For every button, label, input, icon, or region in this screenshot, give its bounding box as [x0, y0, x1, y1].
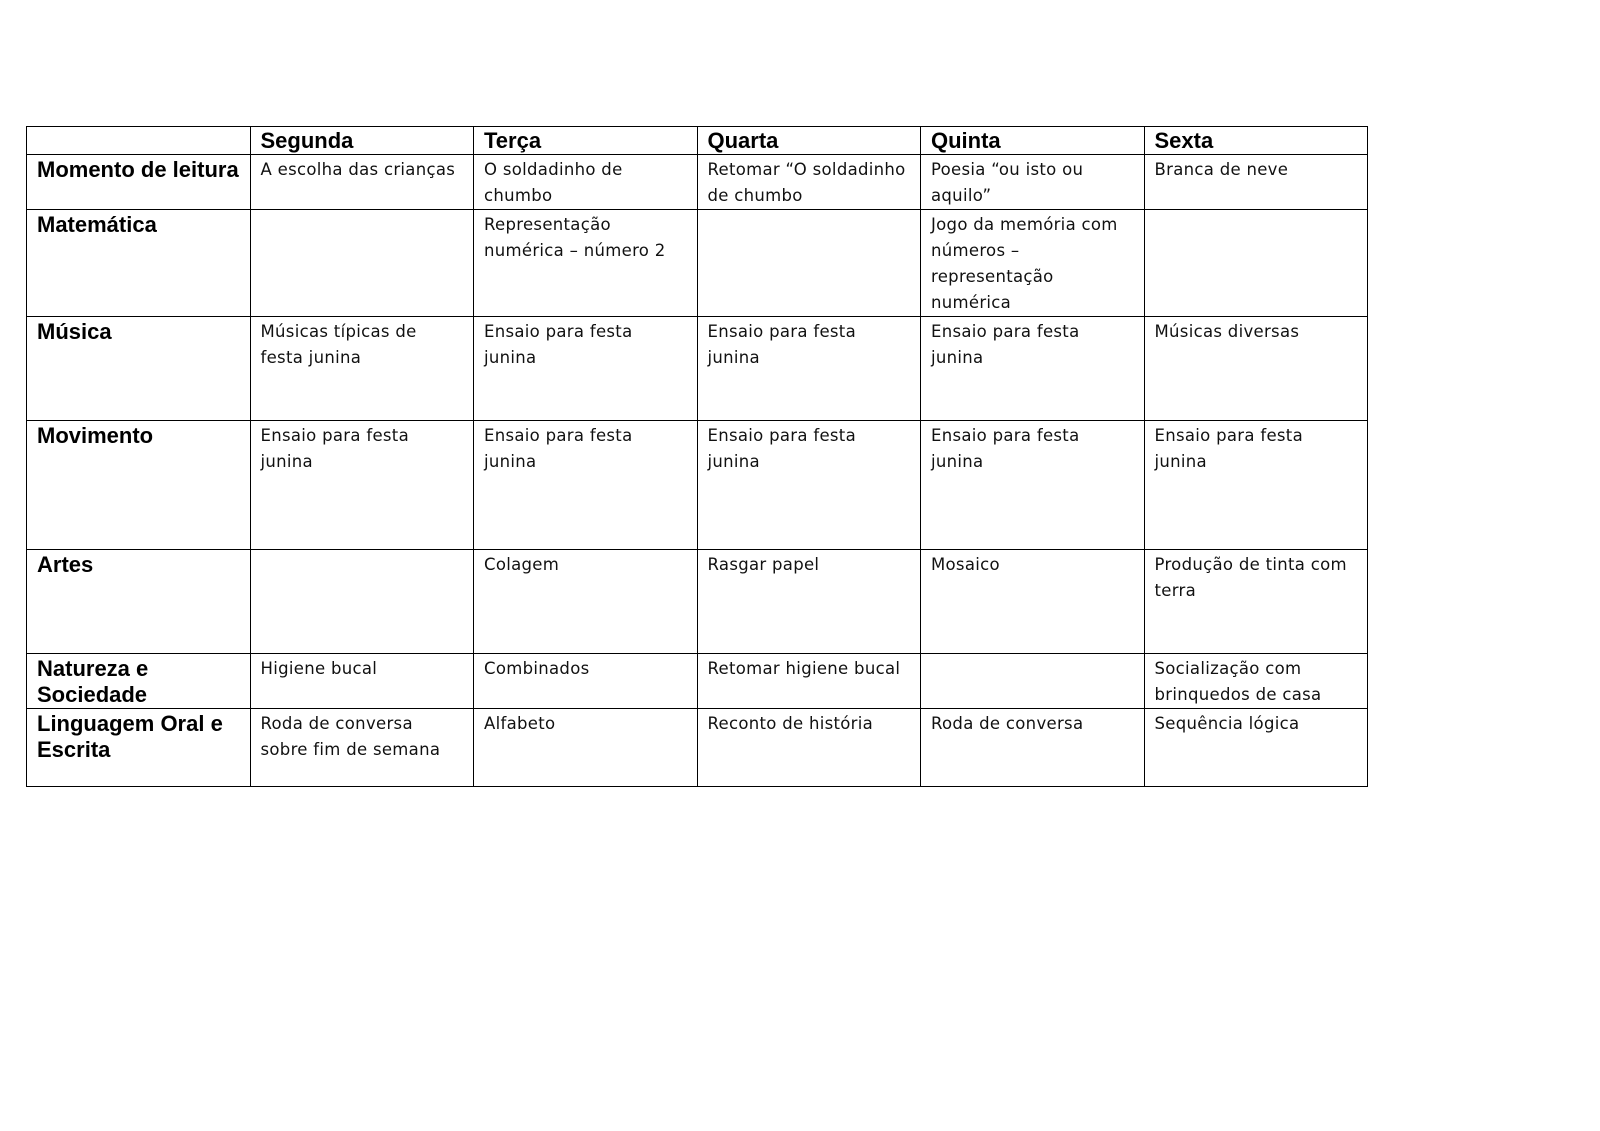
- table-cell: Roda de conversa sobre fim de semana: [250, 709, 474, 787]
- row-label: Artes: [27, 550, 251, 654]
- header-cell-empty: [27, 127, 251, 155]
- row-label: Movimento: [27, 421, 251, 550]
- table-cell: [921, 654, 1145, 709]
- table-cell: Poesia “ou isto ou aquilo”: [921, 155, 1145, 210]
- table-cell: Higiene bucal: [250, 654, 474, 709]
- table-cell: Sequência lógica: [1144, 709, 1368, 787]
- table-cell: Ensaio para festa junina: [921, 421, 1145, 550]
- table-cell: Alfabeto: [474, 709, 698, 787]
- table-cell: Colagem: [474, 550, 698, 654]
- header-cell-segunda: Segunda: [250, 127, 474, 155]
- row-label: Linguagem Oral e Escrita: [27, 709, 251, 787]
- header-cell-quarta: Quarta: [697, 127, 921, 155]
- header-cell-sexta: Sexta: [1144, 127, 1368, 155]
- table-row: [27, 654, 1368, 709]
- table-cell: Reconto de história: [697, 709, 921, 787]
- table-row: [27, 155, 1368, 210]
- table-cell: Socialização com brinquedos de casa: [1144, 654, 1368, 709]
- table-row: [27, 210, 1368, 317]
- row-label: Música: [27, 317, 251, 421]
- table-cell: A escolha das crianças: [250, 155, 474, 210]
- row-label: Momento de leitura: [27, 155, 251, 210]
- table-row: [27, 317, 1368, 421]
- table-header-row: [27, 127, 1368, 155]
- table-cell: Ensaio para festa junina: [250, 421, 474, 550]
- table-row: [27, 421, 1368, 550]
- table-row: [27, 709, 1368, 787]
- table-row: [27, 550, 1368, 654]
- table-cell: Produção de tinta com terra: [1144, 550, 1368, 654]
- row-label: Matemática: [27, 210, 251, 317]
- table-cell: Mosaico: [921, 550, 1145, 654]
- table-cell: Ensaio para festa junina: [921, 317, 1145, 421]
- table-cell: Retomar higiene bucal: [697, 654, 921, 709]
- weekly-schedule-table: [26, 126, 1368, 787]
- table-cell: Rasgar papel: [697, 550, 921, 654]
- table-cell: Jogo da memória com números – representação numérica: [921, 210, 1145, 317]
- table-cell: Retomar “O soldadinho de chumbo: [697, 155, 921, 210]
- table-cell: Representação numérica – número 2: [474, 210, 698, 317]
- header-cell-terca: Terça: [474, 127, 698, 155]
- table-cell: Combinados: [474, 654, 698, 709]
- header-cell-quinta: Quinta: [921, 127, 1145, 155]
- table-cell: [697, 210, 921, 317]
- table-cell: Músicas típicas de festa junina: [250, 317, 474, 421]
- table-cell: Roda de conversa: [921, 709, 1145, 787]
- table-cell: [250, 210, 474, 317]
- table-cell: Músicas diversas: [1144, 317, 1368, 421]
- table-cell: [250, 550, 474, 654]
- table-cell: Ensaio para festa junina: [697, 317, 921, 421]
- table-cell: Ensaio para festa junina: [474, 317, 698, 421]
- table-cell: O soldadinho de chumbo: [474, 155, 698, 210]
- table-cell: Ensaio para festa junina: [697, 421, 921, 550]
- table-cell: [1144, 210, 1368, 317]
- table-cell: Ensaio para festa junina: [474, 421, 698, 550]
- table-cell: Ensaio para festa junina: [1144, 421, 1368, 550]
- table-cell: Branca de neve: [1144, 155, 1368, 210]
- row-label: Natureza e Sociedade: [27, 654, 251, 709]
